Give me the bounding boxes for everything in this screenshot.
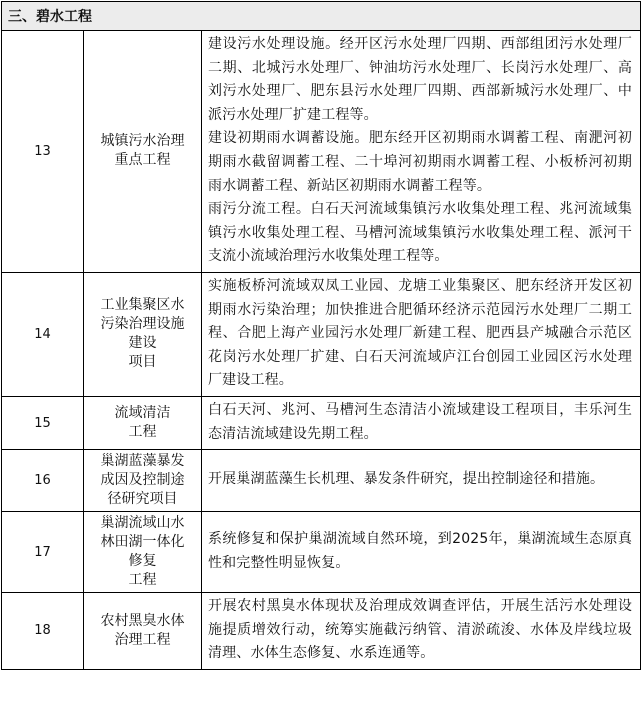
table-row [2,272,641,396]
project-name [84,396,202,449]
project-name-line: 工程 [128,572,157,589]
project-name [84,593,202,670]
row-number: 18 [2,593,84,670]
project-name-line: 巢湖流域山水 [100,515,185,532]
row-number: 13 [2,31,84,273]
table-row [2,593,641,670]
project-name-line: 建设 [128,335,157,352]
project-name-line: 治理工程 [114,631,171,648]
project-content [202,396,641,449]
project-content [202,31,641,273]
project-name-line: 巢湖蓝藻暴发 [100,453,185,470]
project-name-line: 项目 [128,354,157,371]
project-name-line: 流域清洁 [114,405,171,421]
project-name-line: 修复 [128,553,157,570]
project-name-line: 成因及控制途 [100,472,185,489]
section-header-row [2,2,641,31]
content-paragraph: 建设污水处理设施。经开区污水处理厂四期、西部组团污水处理厂二期、北城污水处理厂、钟油坊污水处理厂、长岗污水处理厂、高刘污水处理厂、肥东县污水处理厂四期、西部新城污水处理厂、中派污水处理厂扩建工程等。 [208,36,633,123]
project-content [202,272,641,396]
project-name-line: 工业集聚区水 [100,297,185,314]
project-name-line: 城镇污水治理 [100,133,185,150]
project-table [1,1,641,670]
content-paragraph: 开展巢湖蓝藻生长机理、暴发条件研究，提出控制途径和措施。 [208,471,605,488]
section-title: 三、碧水工程 [2,2,641,31]
content-paragraph: 实施板桥河流域双凤工业园、龙塘工业集聚区、肥东经济开发区初期雨水污染治理；加快推进合肥循环经济示范园污水处理厂二期工程、合肥上海产业园污水处理厂新建工程、肥西县产城融合示范区花岗污水处理厂扩建、白石天河流域庐江台创园工业园区污水处理厂建设工程。 [208,277,633,389]
content-paragraph: 建设初期雨水调蓄设施。肥东经开区初期雨水调蓄工程、南淝河初期雨水截留调蓄工程、二十埠河初期雨水调蓄工程、小板桥河初期雨水调蓄工程、新站区初期雨水调蓄工程等。 [208,130,633,194]
content-paragraph: 雨污分流工程。白石天河流域集镇污水收集处理工程、兆河流域集镇污水收集处理工程、马槽河流域集镇污水收集处理工程、派河干支流小流域治理污水收集处理工程等。 [208,201,633,265]
project-table-container [1,1,640,670]
project-name-line: 工程 [128,424,157,440]
project-content [202,450,641,512]
content-paragraph: 系统修复和保护巢湖流域自然环境，到2025年，巢湖流域生态原真性和完整性明显恢复。 [208,531,633,571]
row-number: 17 [2,512,84,593]
project-name-line: 污染治理设施 [100,316,185,333]
table-row [2,450,641,512]
row-number: 14 [2,272,84,396]
table-row [2,512,641,593]
project-name [84,272,202,396]
content-paragraph: 开展农村黑臭水体现状及治理成效调查评估，开展生活污水处理设施提质增效行动，统筹实施截污纳管、清淤疏浚、水体及岸线垃圾清理、水体生态修复、水系连通等。 [208,598,633,662]
project-name-line: 重点工程 [114,152,171,169]
row-number: 16 [2,450,84,512]
row-number: 15 [2,396,84,449]
project-name-line: 径研究项目 [107,491,178,508]
project-name [84,512,202,593]
table-row [2,396,641,449]
project-name-line: 林田湖一体化 [100,534,185,551]
project-name [84,450,202,512]
project-content [202,593,641,670]
table-row [2,31,641,273]
project-name-line: 农村黑臭水体 [100,612,185,629]
project-content [202,512,641,593]
project-name [84,31,202,273]
content-paragraph: 白石天河、兆河、马槽河生态清洁小流域建设工程项目，丰乐河生态清洁流域建设先期工程。 [208,401,633,442]
